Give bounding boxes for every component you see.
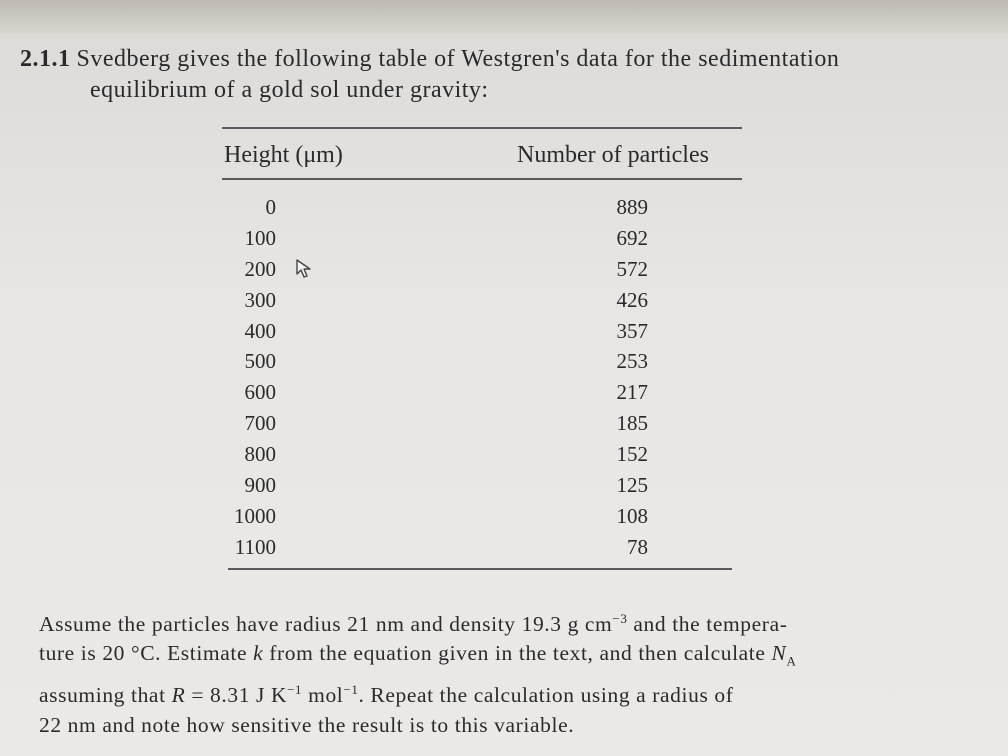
height-cell: 1100 bbox=[234, 534, 276, 559]
subscript: A bbox=[786, 653, 797, 669]
instructions-line-3 bbox=[39, 675, 939, 710]
height-column bbox=[224, 192, 276, 563]
text-run: ture is 20 °C. Estimate bbox=[39, 641, 254, 666]
italic-symbol: N bbox=[771, 641, 787, 666]
count-column bbox=[560, 192, 648, 563]
superscript: −1 bbox=[287, 682, 303, 698]
table-top-rule bbox=[222, 127, 742, 129]
height-cell: 500 bbox=[244, 349, 276, 374]
count-cell: 152 bbox=[616, 442, 648, 467]
instructions-line-1 bbox=[39, 604, 939, 639]
table-header-rule bbox=[222, 178, 742, 180]
problem-number: 2.1.1 bbox=[20, 46, 71, 72]
count-cell: 572 bbox=[616, 256, 648, 281]
text-run: and the tempera- bbox=[627, 612, 788, 637]
problem-line-1: Svedberg gives the following table of Westgren's data for the sedimentation bbox=[76, 46, 840, 72]
problem-line-2: equilibrium of a gold sol under gravity: bbox=[90, 77, 489, 103]
count-cell: 185 bbox=[616, 411, 648, 436]
column-header-height: Height (μm) bbox=[224, 142, 343, 168]
mouse-pointer-icon bbox=[295, 258, 313, 280]
table-bottom-rule bbox=[228, 568, 732, 570]
instructions-line-2 bbox=[39, 639, 939, 675]
text-run: mol bbox=[302, 683, 344, 708]
count-cell: 426 bbox=[616, 287, 648, 312]
height-cell: 800 bbox=[244, 442, 276, 467]
count-cell: 108 bbox=[616, 503, 648, 528]
text-run: . Repeat the calculation using a radius of bbox=[358, 683, 734, 708]
text-run: Assume the particles have radius 21 nm and density 19.3 g cm bbox=[39, 612, 613, 637]
italic-symbol: R bbox=[171, 683, 186, 708]
height-cell: 700 bbox=[244, 411, 276, 436]
superscript: −3 bbox=[612, 611, 628, 626]
instructions-paragraph bbox=[39, 604, 939, 740]
height-cell: 100 bbox=[244, 225, 276, 250]
text-run: assuming that bbox=[39, 683, 172, 708]
count-cell: 253 bbox=[616, 349, 648, 374]
count-cell: 357 bbox=[616, 318, 648, 343]
superscript: −1 bbox=[343, 682, 359, 698]
height-cell: 200 bbox=[244, 256, 276, 281]
count-cell: 78 bbox=[627, 534, 648, 559]
count-cell: 125 bbox=[616, 473, 648, 498]
count-cell: 217 bbox=[616, 380, 648, 405]
height-cell: 400 bbox=[244, 318, 276, 343]
text-run: from the equation given in the text, and then calculate bbox=[263, 641, 772, 666]
column-header-count: Number of particles bbox=[517, 142, 709, 168]
height-cell: 600 bbox=[244, 380, 276, 405]
height-cell: 300 bbox=[244, 287, 276, 312]
count-cell: 889 bbox=[616, 195, 648, 219]
italic-symbol: k bbox=[253, 641, 264, 666]
page-shadow bbox=[0, 0, 1008, 34]
text-run: = 8.31 J K bbox=[185, 683, 288, 708]
height-cell: 1000 bbox=[234, 503, 276, 528]
height-cell: 900 bbox=[244, 473, 276, 498]
height-cell: 0 bbox=[265, 195, 276, 219]
count-cell: 692 bbox=[616, 225, 648, 250]
instructions-line-4: 22 nm and note how sensitive the result is to this variable. bbox=[39, 712, 575, 737]
problem-statement bbox=[20, 44, 995, 106]
